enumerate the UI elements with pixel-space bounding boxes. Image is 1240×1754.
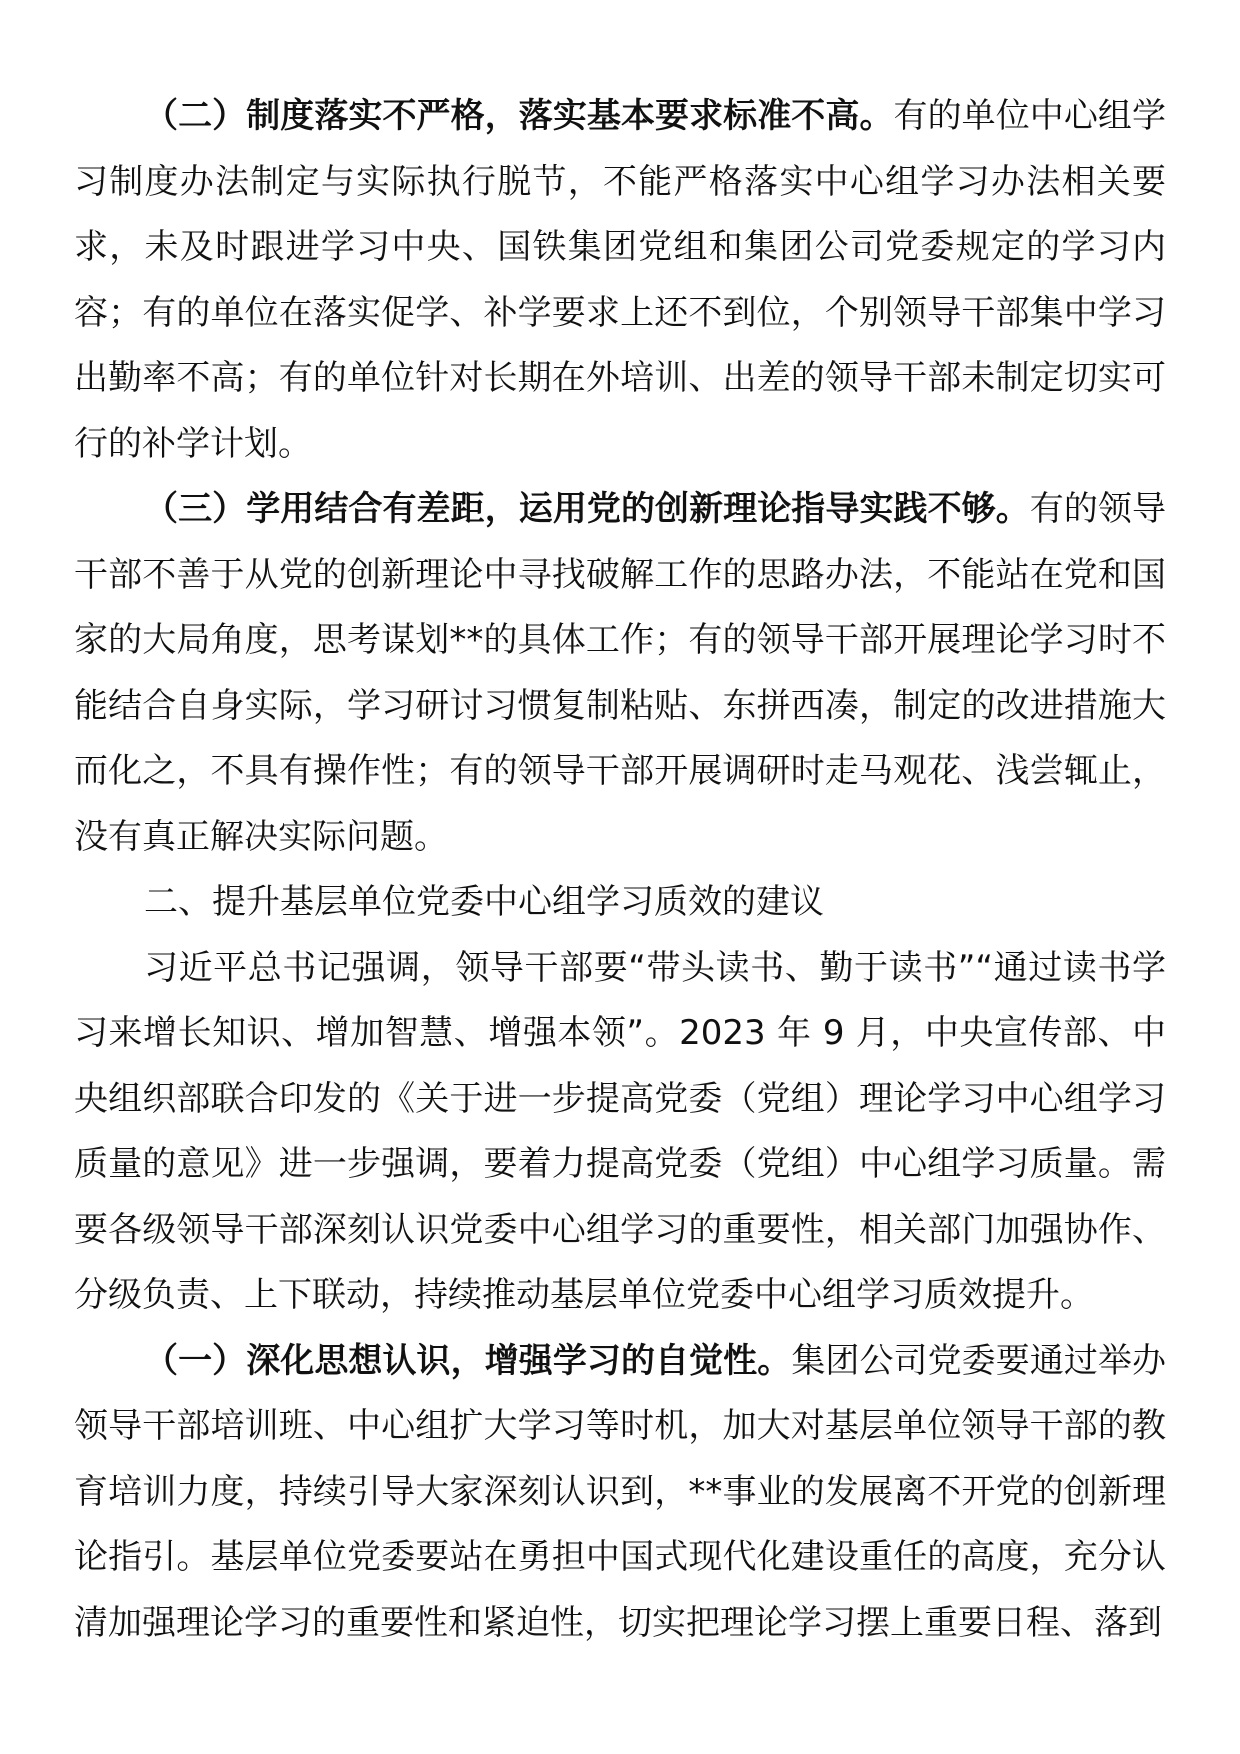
paragraph-heading: （三）学用结合有差距，运用党的创新理论指导实践不够。 [144,489,1030,529]
paragraph-text: 习近平总书记强调，领导干部要“带头读书、勤于读书”“通过读书学习来增长知识、增加智慧、增强本领”。2023 年 9 月，中央宣传部、中央组织部联合印发的《关于进一步提高党委（党组）理论学习中心组学习质量的意见》进一步强调，要着力提高党委（党组）中心组学习质量。需要各级领导干部深刻认识党委中心组学习的重要性，相关部门加强协作、分级负责、上下联动，持续推动基层单位党委中心组学习质效提升。 [74,947,1166,1315]
paragraph-heading: （二）制度落实不严格，落实基本要求标准不高。 [144,96,894,136]
section-heading-suggestions [74,870,1166,936]
paragraph-text: 有的单位中心组学习制度办法制定与实际执行脱节，不能严格落实中心组学习办法相关要求，未及时跟进学习中央、国铁集团党组和集团公司党委规定的学习内容；有的单位在落实促学、补学要求上还不到位，个别领导干部集中学习出勤率不高；有的单位针对长期在外培训、出差的领导干部未制定切实可行的补学计划。 [74,96,1166,464]
section-heading-text: 二、提升基层单位党委中心组学习质效的建议 [144,882,824,922]
paragraph-deepen-awareness [74,1329,1166,1657]
paragraph-heading: （一）深化思想认识，增强学习的自觉性。 [144,1340,792,1381]
paragraph-quality-requirements [74,936,1166,1329]
document-body [74,84,1166,1656]
paragraph-learning-application [74,477,1166,870]
paragraph-institution-implementation [74,84,1166,477]
paragraph-text: 集团公司党委要通过举办领导干部培训班、中心组扩大学习等时机，加大对基层单位领导干部的教育培训力度，持续引导大家深刻认识到，**事业的发展离不开党的创新理论指引。基层单位党委要站在勇担中国式现代化建设重任的高度，充分认清加强理论学习的重要性和紧迫性，切实把理论学习摆上重要日程、落到 [74,1340,1167,1643]
paragraph-text: 有的领导干部不善于从党的创新理论中寻找破解工作的思路办法，不能站在党和国家的大局角度，思考谋划**的具体工作；有的领导干部开展理论学习时不能结合自身实际，学习研讨习惯复制粘贴、东拼西凑，制定的改进措施大而化之，不具有操作性；有的领导干部开展调研时走马观花、浅尝辄止，没有真正解决实际问题。 [74,489,1167,857]
